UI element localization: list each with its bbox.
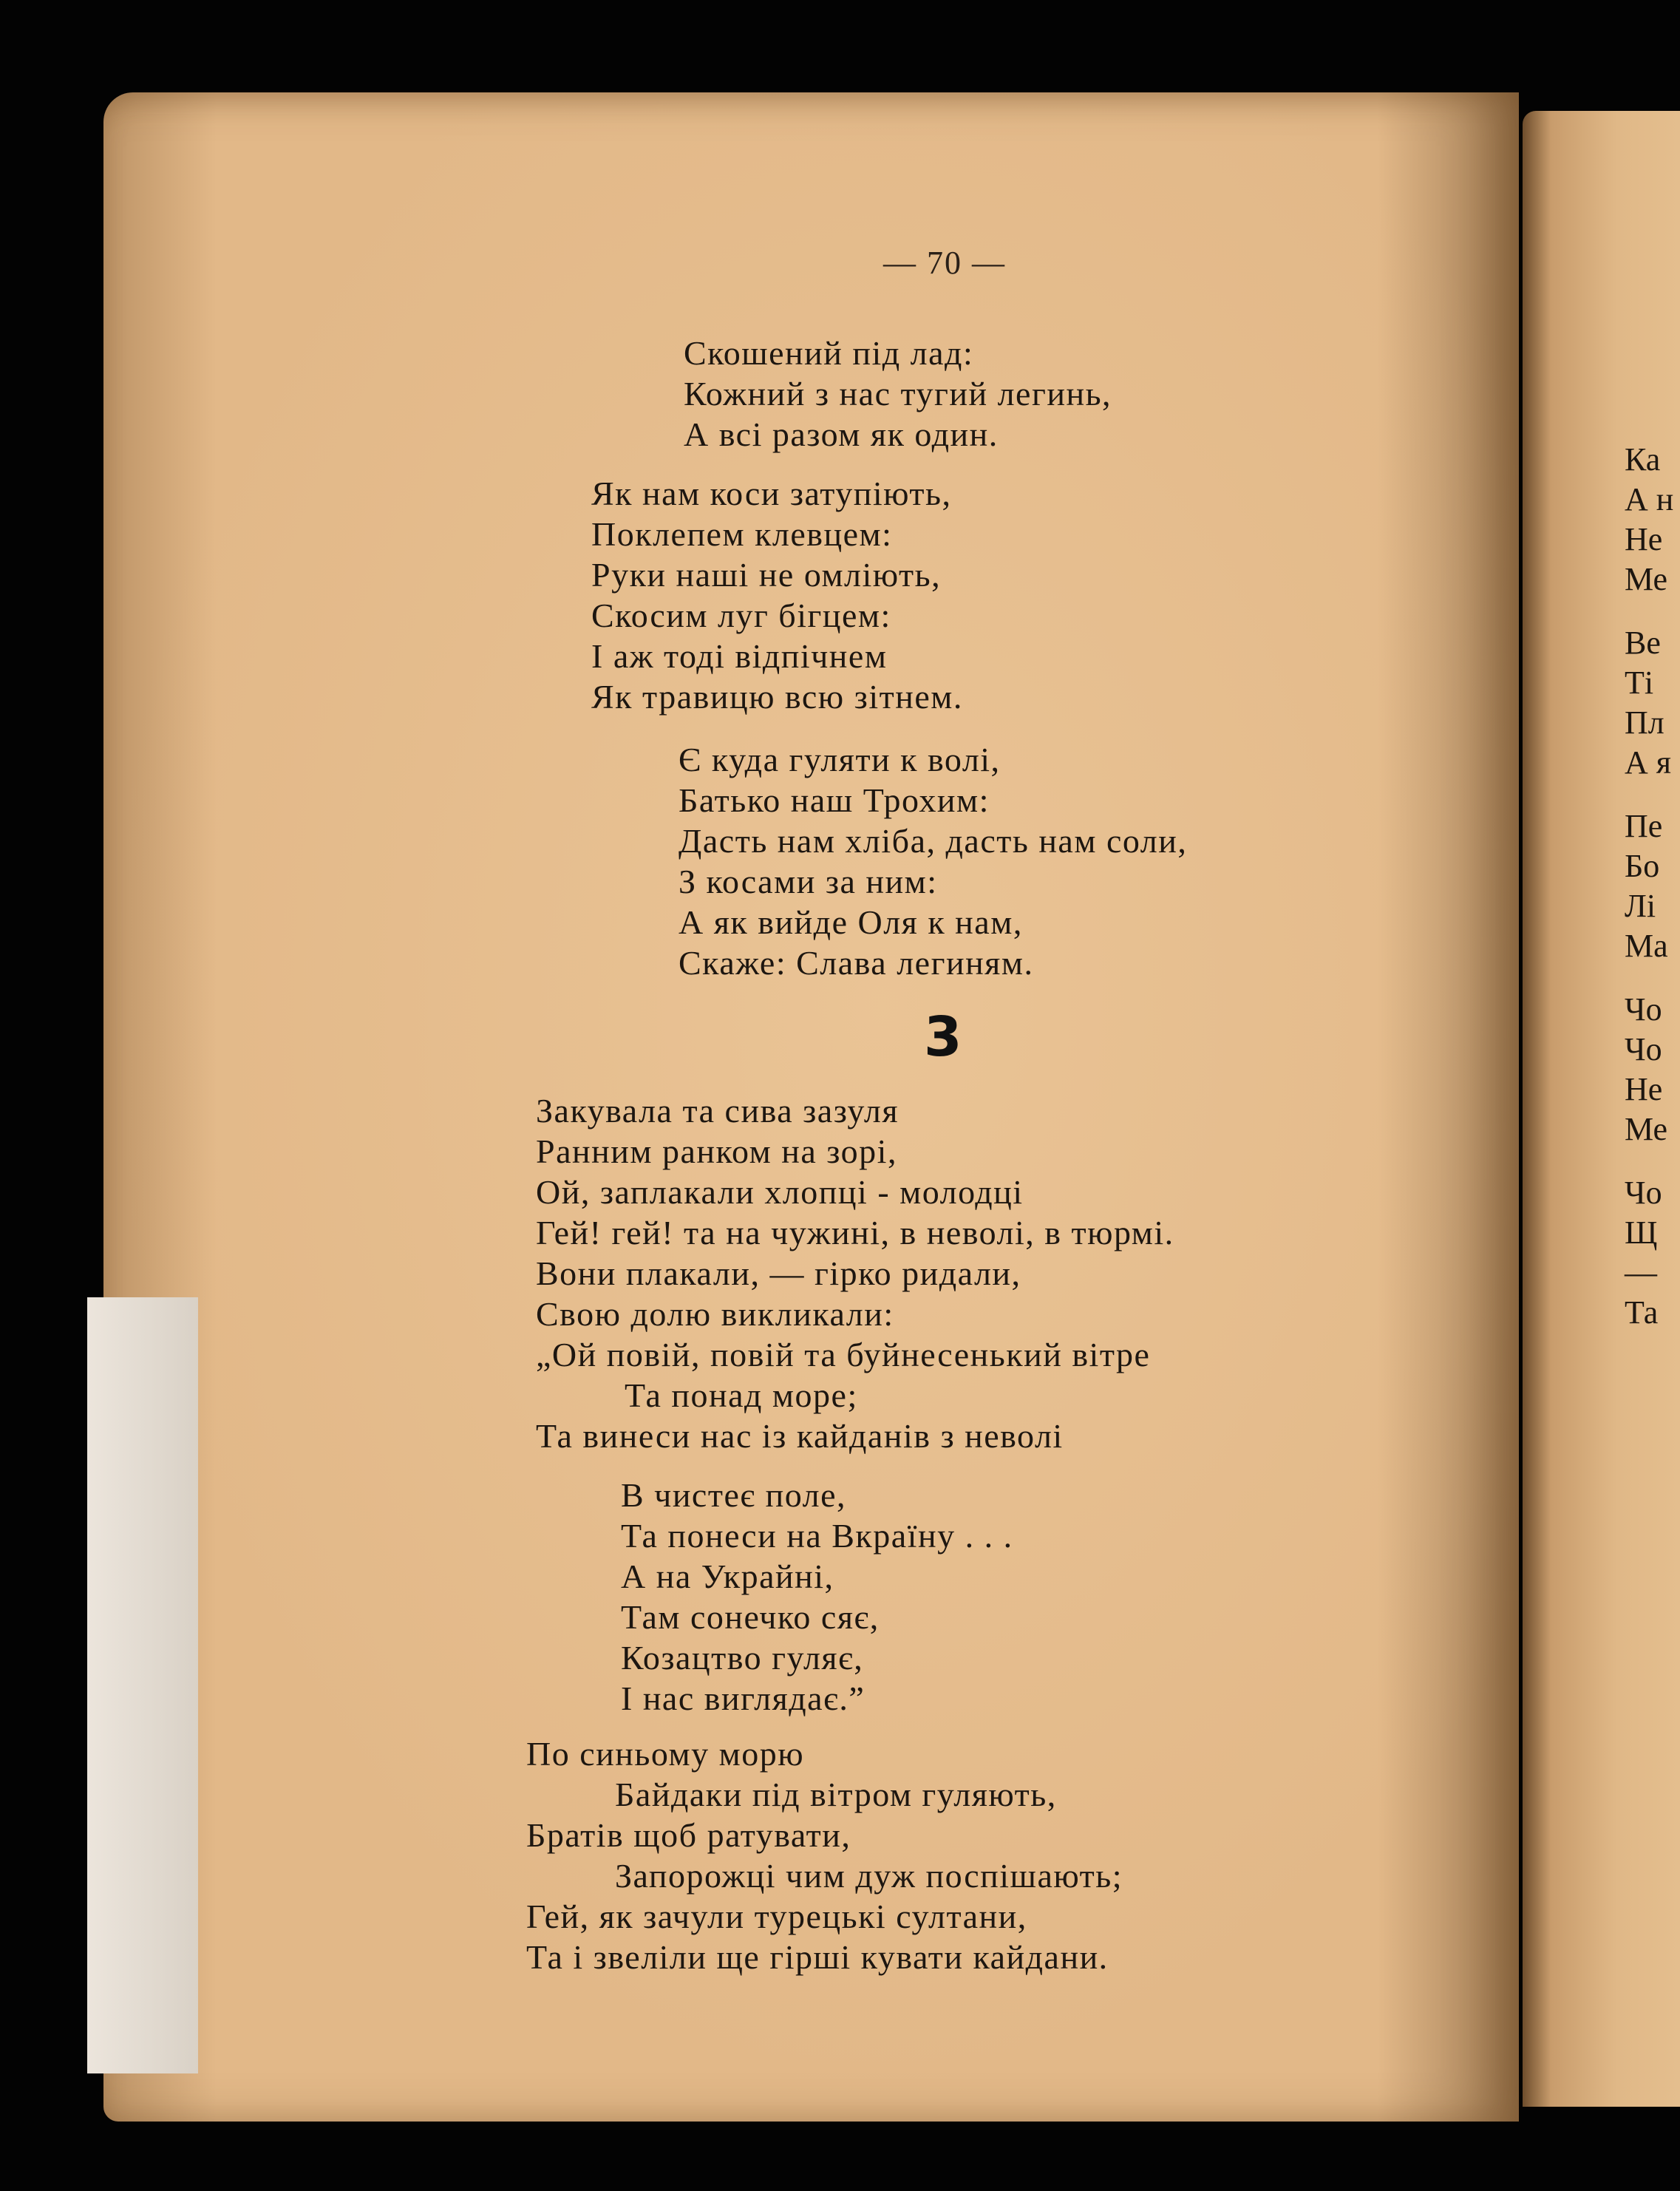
verse-line: Братів щоб ратувати, <box>526 1816 851 1854</box>
verse-line: По синьому морю <box>526 1735 805 1773</box>
verse-line: З косами за ним: <box>679 863 938 900</box>
verse-line: Скосим луг бігцем: <box>591 597 891 634</box>
verse-line: Ой, заплакали хлопці - молодці <box>536 1173 1024 1211</box>
verse-line: І нас виглядає.” <box>621 1679 865 1717</box>
verse-line: Там сонечко сяє, <box>621 1598 880 1636</box>
verse-line: Гей, як зачули турецькі султани, <box>526 1898 1027 1935</box>
verse-line: Батько наш Трохим: <box>679 781 990 819</box>
section-number: 3 <box>924 1005 962 1069</box>
fragment-line: Ме <box>1625 561 1668 597</box>
song-3-stanza-1 <box>536 1090 1174 1456</box>
fragment-line: Чо <box>1625 1031 1662 1067</box>
verse-line: Свою долю викликали: <box>536 1295 894 1333</box>
verse-line: Поклепем клевцем: <box>591 515 893 553</box>
verse-line: Руки наші не омліють, <box>591 556 942 594</box>
verse-line: А всі разом як один. <box>684 415 999 453</box>
verse-line: Є куда гуляти к волі, <box>679 741 1001 778</box>
verse-line: В чистеє поле, <box>621 1476 846 1514</box>
fragment-line: Не <box>1625 521 1663 557</box>
stanza-2 <box>591 473 963 717</box>
verse-line: Як нам коси затупіють, <box>591 475 952 512</box>
fragment-line: Ті <box>1625 665 1654 701</box>
fragment-line: Ма <box>1625 928 1668 964</box>
fragment-line: Лі <box>1625 888 1656 924</box>
verse-line: Козацтво гуляє, <box>621 1639 864 1677</box>
fragment-line: Та <box>1625 1294 1659 1331</box>
verse-line: Байдаки під вітром гуляють, <box>615 1776 1057 1813</box>
fragment-line: Бо <box>1625 848 1660 884</box>
stanza-3 <box>679 739 1187 983</box>
fragment-line: А н <box>1625 481 1674 517</box>
page-number: — 70 — <box>883 245 1006 281</box>
fragment-line: Ве <box>1625 625 1661 661</box>
fragment-line: — <box>1625 1254 1657 1291</box>
verse-line: Запорожці чим дуж поспішають; <box>615 1857 1123 1895</box>
verse-line: А як вийде Оля к нам, <box>679 903 1023 941</box>
verse-line: Та і звеліли ще гірші кувати кайдани. <box>526 1938 1109 1976</box>
fragment-line: Пл <box>1625 704 1664 741</box>
verse-line: Закувала та сива зазуля <box>536 1092 899 1130</box>
verse-line: І аж тоді відпічнем <box>591 637 888 675</box>
verse-line: Та винеси нас із кайданів з неволі <box>536 1417 1064 1455</box>
verse-line: Дасть нам хліба, дасть нам соли, <box>679 822 1188 860</box>
verse-line: Кожний з нас тугий легинь, <box>684 375 1112 412</box>
fragment-line: Пе <box>1625 808 1663 844</box>
verse-line: Гей! гей! та на чужині, в неволі, в тюрмі. <box>536 1214 1174 1251</box>
stanza-gap <box>1625 966 1673 990</box>
stanza-gap <box>1625 1149 1673 1173</box>
verse-line: Як травицю всю зітнем. <box>591 678 963 716</box>
verse-line: Та понеси на Вкраїну . . . <box>621 1517 1013 1555</box>
stanza-gap <box>1625 599 1673 623</box>
fragment-line: Щ <box>1625 1215 1658 1251</box>
stanza-gap <box>1625 783 1673 806</box>
fragment-line: Не <box>1625 1071 1663 1107</box>
fragment-line: Чо <box>1625 1175 1662 1211</box>
fragment-line: Ка <box>1625 441 1661 478</box>
song-3-stanza-2 <box>621 1475 1013 1719</box>
song-3-stanza-3 <box>526 1733 1123 1977</box>
verse-line: Скаже: Слава легиням. <box>679 944 1034 982</box>
verse-line: А на Украйні, <box>621 1558 834 1595</box>
fragment-line: Ме <box>1625 1111 1668 1147</box>
stanza-1 <box>684 333 1112 455</box>
fragment-line: А я <box>1625 744 1672 781</box>
right-page-text <box>1625 440 1673 1333</box>
verse-line: Вони плакали, — гірко ридали, <box>536 1254 1021 1292</box>
verse-line: Та понад море; <box>625 1376 858 1414</box>
verse-line: Скошений під лад: <box>684 334 974 372</box>
verse-line: „Ой повій, повій та буйнесенький вітре <box>536 1336 1151 1373</box>
verse-line: Ранним ранком на зорі, <box>536 1132 897 1170</box>
fragment-line: Чо <box>1625 991 1662 1027</box>
